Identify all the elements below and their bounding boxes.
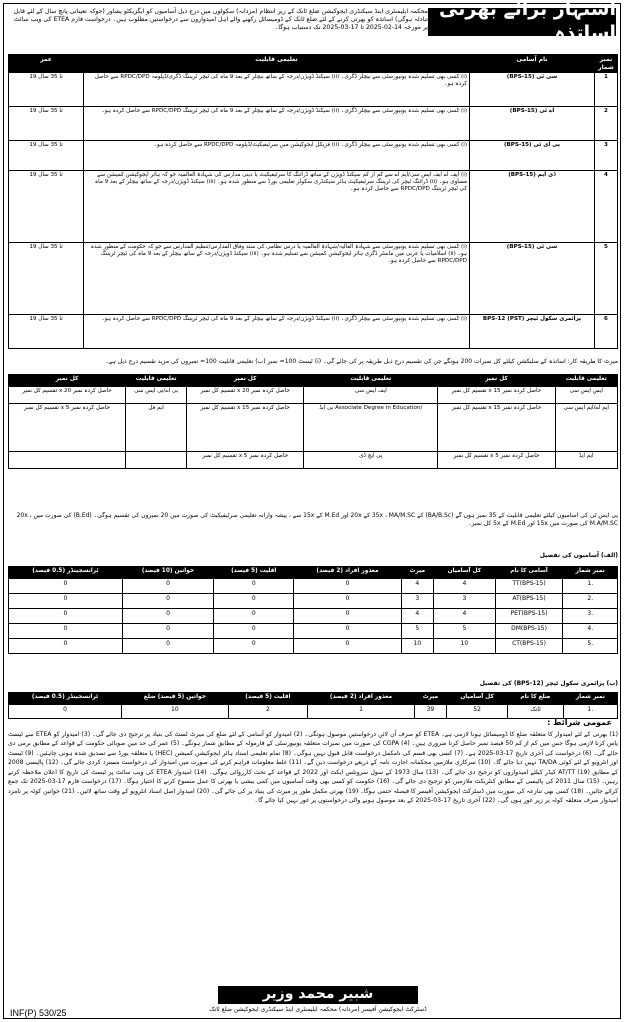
marks-cell: حاصل کردہ نمبر x 15 تقسیم کل نمبر: [187, 404, 304, 452]
advertisement-title: اشتہار برائے بھرتی اساتذہ: [428, 8, 616, 36]
marks-cell: ایس ایس سی: [555, 387, 617, 404]
marks-header: تعلیمی قابلیت: [304, 375, 438, 387]
quota-cell: 0: [214, 594, 294, 609]
advertisement-page: [3, 0, 621, 1019]
age-limit: 19 تا 35 سال: [9, 73, 84, 107]
quota-header: ٹرانسجینڈر (0.5 فیصد): [9, 567, 123, 579]
row-number: 6: [595, 315, 618, 349]
age-limit: 19 تا 35 سال: [9, 171, 84, 243]
quota-cell: 4: [401, 609, 434, 624]
quota-cell: 0: [9, 594, 123, 609]
pst-header: ٹرانسجینڈر (0.5 فیصد): [9, 693, 122, 705]
pst-cell: 10: [122, 705, 228, 719]
quota-cell: .4: [563, 624, 618, 639]
table-row: [9, 609, 618, 624]
pst-header: میرٹ: [414, 693, 446, 705]
signature-block: [8, 986, 618, 1016]
quota-cell: 5: [434, 624, 495, 639]
table-row: [9, 315, 618, 349]
quota-cell: 4: [401, 579, 434, 594]
marks-cell: ایم فل: [126, 404, 187, 452]
marks-header: کل نمبر: [187, 375, 304, 387]
marks-cell: حاصل کردہ نمبر x 5 تقسیم کل نمبر: [438, 452, 555, 469]
qualification: (i) کسی بھی تسلیم شدہ یونیورسٹی سے بیچلر ڈگری۔ (ii) سیکنڈ ڈویژن/درجہ کے ساتھ بیچلر کے بعد 9 ماہ کی ٹیچر ٹریننگ RPDC/DPD سے حاصل کردہ ہو۔: [84, 315, 470, 349]
quota-cell: 0: [214, 609, 294, 624]
pst-cell: 39: [414, 705, 446, 719]
table-row: [9, 171, 618, 243]
marks-cell: حاصل کردہ نمبر x 5 تقسیم کل نمبر: [9, 404, 126, 452]
table-row: [9, 639, 618, 654]
pst-cell: 1: [308, 705, 414, 719]
marks-header: کل نمبر: [9, 375, 126, 387]
quota-cell: .5: [563, 639, 618, 654]
marks-distribution-table: [8, 374, 618, 469]
quota-cell: 10: [401, 639, 434, 654]
quota-label: (الف) آسامیوں کی تفصیل: [539, 552, 618, 559]
inf-code: INF(P) 530/25: [10, 1008, 67, 1018]
quota-header: آسامی کا نام: [495, 567, 563, 579]
officer-name: شبیر محمد وزیر: [218, 986, 418, 1004]
col-age: عمر: [9, 55, 84, 73]
quota-header: میرٹ: [401, 567, 434, 579]
table-row: [9, 579, 618, 594]
merit-note-text: پی ایس ٹی کی آسامیوں کیلئے تعلیمی قابلیت کے 35 نمبر ہوں گے (BA/B.Sc) کے 35x ، MA/M.SC کے 20x اور M.Ed کے 15x سے ، پیشہ وارانہ تعلیمی سرٹیفیکیٹ کی صورت میں 20 نمبروں کی تقسیم ہوگی۔ (B.Ed) کی صورت میں 20x ، M.A/M.SC کی صورت میں 15x اور M.Ed کے 5x کل نمبر۔: [16, 512, 618, 527]
table-row: [9, 404, 618, 452]
post-name: سی ٹی (BPS-15): [470, 73, 595, 107]
row-number: 5: [595, 243, 618, 315]
marks-cell: حاصل کردہ نمبر x 15 تقسیم کل نمبر: [438, 387, 555, 404]
pst-header: خواتین (5 فیصد) ضلع: [122, 693, 228, 705]
marks-cell: [9, 452, 126, 469]
quota-cell: PET(BPS-15): [495, 609, 563, 624]
pst-header: کل آسامیاں: [447, 693, 508, 705]
quota-header: نمبر شمار: [563, 567, 618, 579]
pst-quota-table: [8, 692, 618, 719]
marks-cell: حاصل کردہ نمبر x 20 تقسیم کل نمبر: [187, 387, 304, 404]
col-post: نام آسامی: [470, 55, 595, 73]
quota-cell: 0: [122, 624, 213, 639]
qualification: (i) کسی بھی تسلیم شدہ یونیورسٹی سے بیچلر ڈگری۔ (ii) فزیکل ایجوکیشن میں سرٹیفیکیٹ/ڈپلومہ RPDC/DPD سے حاصل کردہ ہو۔: [84, 141, 470, 171]
quota-cell: 0: [214, 639, 294, 654]
merit-criteria-text: میرٹ کا طریقہ کار: اساتذہ کے سلیکشن کیلئے کل نمبرات 200 ہونگے جن کی تقسیم درج ذیل طریقہ پر کی جائے گی۔ (i) ٹیسٹ 100= نمبر (ب) تعلیمی قابلیت 100= نمبروں کی مزید تقسیم درج ذیل ہے۔: [105, 358, 618, 365]
age-limit: 19 تا 35 سال: [9, 315, 84, 349]
quota-cell: 0: [294, 639, 401, 654]
table-row: [9, 624, 618, 639]
pst-cell: ٹانک: [508, 705, 564, 719]
quota-cell: 0: [294, 624, 401, 639]
marks-header: تعلیمی قابلیت: [555, 375, 617, 387]
row-number: 3: [595, 141, 618, 171]
quota-cell: CT(BPS-15): [495, 639, 563, 654]
marks-cell: ایم ایڈ: [555, 452, 617, 469]
quota-cell: 4: [434, 609, 495, 624]
pst-cell: 2: [228, 705, 308, 719]
quota-cell: 0: [122, 639, 213, 654]
quota-header: خواتین (10 فیصد): [122, 567, 213, 579]
qualification: (i) ایف اے ایف ایس سی/ایم اے سے کم از کم سیکنڈ ڈویژن کے ساتھ ڈرائنگ کا سرٹیفیکیٹ یا دینی مدارس کی شہادۃ العالمیہ جو کہ ہائر ایجوکیشن کمیشن سے مساوی ہو۔ (ii) ڈرائنگ ٹیچر کی ٹریننگ سرٹیفیکیٹ ہائر سیکنڈری سکولز تعلیمی بورڈ سے منظور شدہ ہو۔ (iii) سیکنڈ ڈویژن/درجہ کے ساتھ بیچلر کے بعد 9 ماہ کی ٹیچر ٹریننگ RPDC/DPD سے حاصل کردہ ہو۔: [84, 171, 470, 243]
quota-cell: 0: [9, 624, 123, 639]
quota-cell: 0: [9, 579, 123, 594]
pst-header: اقلیت (5 فیصد): [228, 693, 308, 705]
table-row: [9, 594, 618, 609]
quota-cell: 4: [434, 579, 495, 594]
quota-cell: DM(BPS-15): [495, 624, 563, 639]
marks-cell: /Associate Degree in Education بی ایڈ: [304, 404, 438, 452]
col-qualification: تعلیمی قابلیت: [84, 55, 470, 73]
quota-cell: 0: [294, 579, 401, 594]
marks-cell: پی ایچ ڈی: [304, 452, 438, 469]
table-row: [9, 705, 618, 719]
pst-label: (ب) پرائمری سکول ٹیچر (BPS-12) کی تفصیل: [479, 680, 618, 687]
officer-designation: ڈسٹرکٹ ایجوکیشن آفیسر (مردانہ) محکمہ ایلیمنٹری اینڈ سیکنڈری ایجوکیشن ضلع ٹانک: [209, 1006, 427, 1013]
quota-table: [8, 566, 618, 654]
post-name: سی ٹی (BPS-15): [470, 243, 595, 315]
age-limit: 19 تا 35 سال: [9, 243, 84, 315]
pst-header: ضلع کا نام: [508, 693, 564, 705]
post-name: پی ای ٹی (BPS-15): [470, 141, 595, 171]
post-name: ڈی ایم (BPS-15): [470, 171, 595, 243]
marks-header: تعلیمی قابلیت: [126, 375, 187, 387]
post-name: اے ٹی (BPS-15): [470, 107, 595, 141]
row-number: 2: [595, 107, 618, 141]
row-number: 4: [595, 171, 618, 243]
table-row: [9, 387, 618, 404]
pst-cell: 0: [9, 705, 122, 719]
quota-cell: 0: [9, 639, 123, 654]
marks-cell: ایم اے/ایم ایس سی: [555, 404, 617, 452]
quota-cell: .3: [563, 609, 618, 624]
pst-header: نمبر شمار: [563, 693, 617, 705]
pst-cell: 52: [447, 705, 508, 719]
quota-cell: 3: [401, 594, 434, 609]
table-row: [9, 141, 618, 171]
quota-cell: 0: [294, 594, 401, 609]
general-terms-text: (1) بھرتی کے لئے امیدوار کا متعلقہ ضلع کا ڈومیسائل ہونا لازمی ہے۔ ETEA کو صرف آن لائن درخواستیں موصول ہونگی۔ (2) امیدوار کو آسامی کے لئے ضلع کی میرٹ لسٹ کی بنیاد پر ترجیح دی جائے گی۔ (3) امیدوار کو ETEA سے ٹیسٹ پاس کرنا لازمی ہوگا جس میں کم از کم 50 فیصد نمبر حاصل کرنا ضروری ہیں۔ (4) CGPA کی صورت میں نمبرات متعلقہ یونیورسٹی کے فارمولہ کے مطابق شمار ہونگے۔ (5) عمر کی حد میں صوبائی حکومت کے قواعد کے مطابق نرمی دی جائے گی۔ (6) درخواست کی آخری تاریخ 17-03-2025 ہے۔ (7) کسی بھی قسم کی نامکمل درخواست قابل قبول نہیں ہوگی۔ (8) تمام تعلیمی اسناد ہائر ایجوکیشن کمیشن (HEC) یا متعلقہ بورڈ سے تصدیق شدہ ہونی چاہئیں۔ (9) ٹیسٹ اور انٹرویو کے لئے کوئی TA/DA نہیں دیا جائے گا۔ (10) سرکاری ملازمین محکمانہ اجازت نامہ کے ذریعے درخواست دیں گے۔ (11) غلط معلومات فراہم کرنے کی صورت میں امیدوار کی درخواست مسترد کردی جائے گی۔ (12) پالیسی 2008 کے مطابق AT/TT (19) کیڈر کیلئے امیدواروں کو ترجیح دی جائے گی۔ (13) سال 1973 کے سول سرونٹس ایکٹ اور 2022 کے قواعد کے تحت کارروائی ہوگی۔ (14) امیدوار ETEA کی ویب سائٹ پر ٹیسٹ کی تاریخ کا اعلان ملاحظہ کرتے رہیں۔ (15) سال 2011 کی پالیسی کے مطابق کنٹریکٹ ملازمین کو ترجیح دی جائے گی۔ (16) حکومت کو کسی بھی وقت آسامیوں میں کمی بیشی یا بھرتی کا عمل منسوخ کرنے کا اختیار ہوگا۔ (17) درخواست فارم 17-03-2025 تک جمع کرائے جائیں۔ (18) کسی بھی تنازعہ کی صورت میں ڈسٹرکٹ ایجوکیشن آفیسر کا فیصلہ حتمی ہوگا۔ (19) بھرتی مکمل طور پر میرٹ کی بنیاد پر کی جائے گی۔ (20) امیدوار اصل اسناد انٹرویو کے وقت ساتھ لائیں۔ (21) خواتین کوٹہ پر نامزد امیدوار صرف متعلقہ کوٹہ پر زیر غور ہوں گی۔ (22) آخری تاریخ 17-03-2025 کے بعد موصول ہونے والی درخواستوں پر غور نہیں کیا جائے گا۔: [8, 731, 618, 805]
quota-cell: 10: [434, 639, 495, 654]
quota-cell: 0: [122, 594, 213, 609]
terms-heading: عمومی شرائط :: [547, 718, 612, 727]
marks-cell: حاصل کردہ نمبر x 20 تقسیم کل نمبر: [9, 387, 126, 404]
age-limit: 19 تا 35 سال: [9, 107, 84, 141]
quota-cell: 0: [9, 609, 123, 624]
quota-cell: .2: [563, 594, 618, 609]
marks-cell: حاصل کردہ نمبر x 5 تقسیم کل نمبر: [187, 452, 304, 469]
pst-cell: .1: [563, 705, 617, 719]
quota-cell: 0: [122, 609, 213, 624]
pst-header: معذور افراد (2 فیصد): [308, 693, 414, 705]
qualification: (i) کسی بھی تسلیم شدہ یونیورسٹی سے بیچلر ڈگری۔ (ii) سیکنڈ ڈویژن/درجہ کے ساتھ بیچلر کے بعد 9 ماہ کی ٹیچر ٹریننگ ڈگری/ڈپلومہ RPDC/DPD سے حاصل کردہ ہو۔: [84, 73, 470, 107]
marks-header: کل نمبر: [438, 375, 555, 387]
quota-cell: 0: [214, 624, 294, 639]
quota-header: معذور افراد (2 فیصد): [294, 567, 401, 579]
age-limit: 19 تا 35 سال: [9, 141, 84, 171]
quota-header: کل آسامیاں: [434, 567, 495, 579]
quota-cell: AT(BPS-15): [495, 594, 563, 609]
marks-cell: بی اے/بی ایس سی: [126, 387, 187, 404]
quota-cell: 0: [214, 579, 294, 594]
quota-cell: 0: [122, 579, 213, 594]
marks-cell: ایف ایس سی: [304, 387, 438, 404]
qualification: (i) کسی بھی تسلیم شدہ یونیورسٹی سے شہادۃ العالیہ/شہادۃ العالمیہ یا درس نظامی کی سند وفاق المدارس/تنظیم المدارس سے جو کہ حکومت کے منظور شدہ ہو۔ (ii) اسلامیات یا عربی میں ماسٹر ڈگری ہائر ایجوکیشن کمیشن سے تسلیم شدہ ہو۔ (iii) سیکنڈ ڈویژن/درجہ کے ساتھ بیچلر کے بعد 9 ماہ کی ٹیچر ٹریننگ RPDC/DPD سے حاصل کردہ ہو۔: [84, 243, 470, 315]
col-serial: نمبر شمار: [595, 55, 618, 73]
marks-cell: [126, 452, 187, 469]
marks-cell: حاصل کردہ نمبر x 15 تقسیم کل نمبر: [438, 404, 555, 452]
qualification: (i) کسی بھی تسلیم شدہ یونیورسٹی سے بیچلر ڈگری۔ (ii) سیکنڈ ڈویژن/درجہ کے ساتھ بیچلر کے بعد 9 ماہ کی ٹیچر ٹریننگ RPDC/DPD سے حاصل کردہ ہو۔: [84, 107, 470, 141]
quota-cell: .1: [563, 579, 618, 594]
posts-table: [8, 54, 618, 349]
table-row: [9, 73, 618, 107]
table-row: [9, 107, 618, 141]
quota-cell: 5: [401, 624, 434, 639]
intro-paragraph: محکمہ ایلیمنٹری اینڈ سیکنڈری ایجوکیشن ضلع ٹانک کے زیر انتظام (مردانہ) سکولوں میں درج ذیل آسامیوں کو ایگزیکٹو پشاور (جوکہ تعیناتی پانچ سال کے لئے قابل تبادلہ ہوگی) اساتذہ کو بھرتی کرنے کے لئے ضلع ٹانک کے ڈومیسائل رکھنے والے اہل امیدواروں سے درخواستیں مطلوب ہیں۔ درخواست فارم ETEA کی ویب سائٹ پر مورخہ 14-02-2025 تا 17-03-2025 تک دستیاب ہوگا۔: [13, 8, 428, 31]
post-name: پرائمری سکول ٹیچر (PST) BPS-12: [470, 315, 595, 349]
quota-cell: 3: [434, 594, 495, 609]
table-row: [9, 452, 618, 469]
table-row: [9, 243, 618, 315]
quota-header: اقلیت (5 فیصد): [214, 567, 294, 579]
row-number: 1: [595, 73, 618, 107]
quota-cell: TT(BPS-15): [495, 579, 563, 594]
quota-cell: 0: [294, 609, 401, 624]
